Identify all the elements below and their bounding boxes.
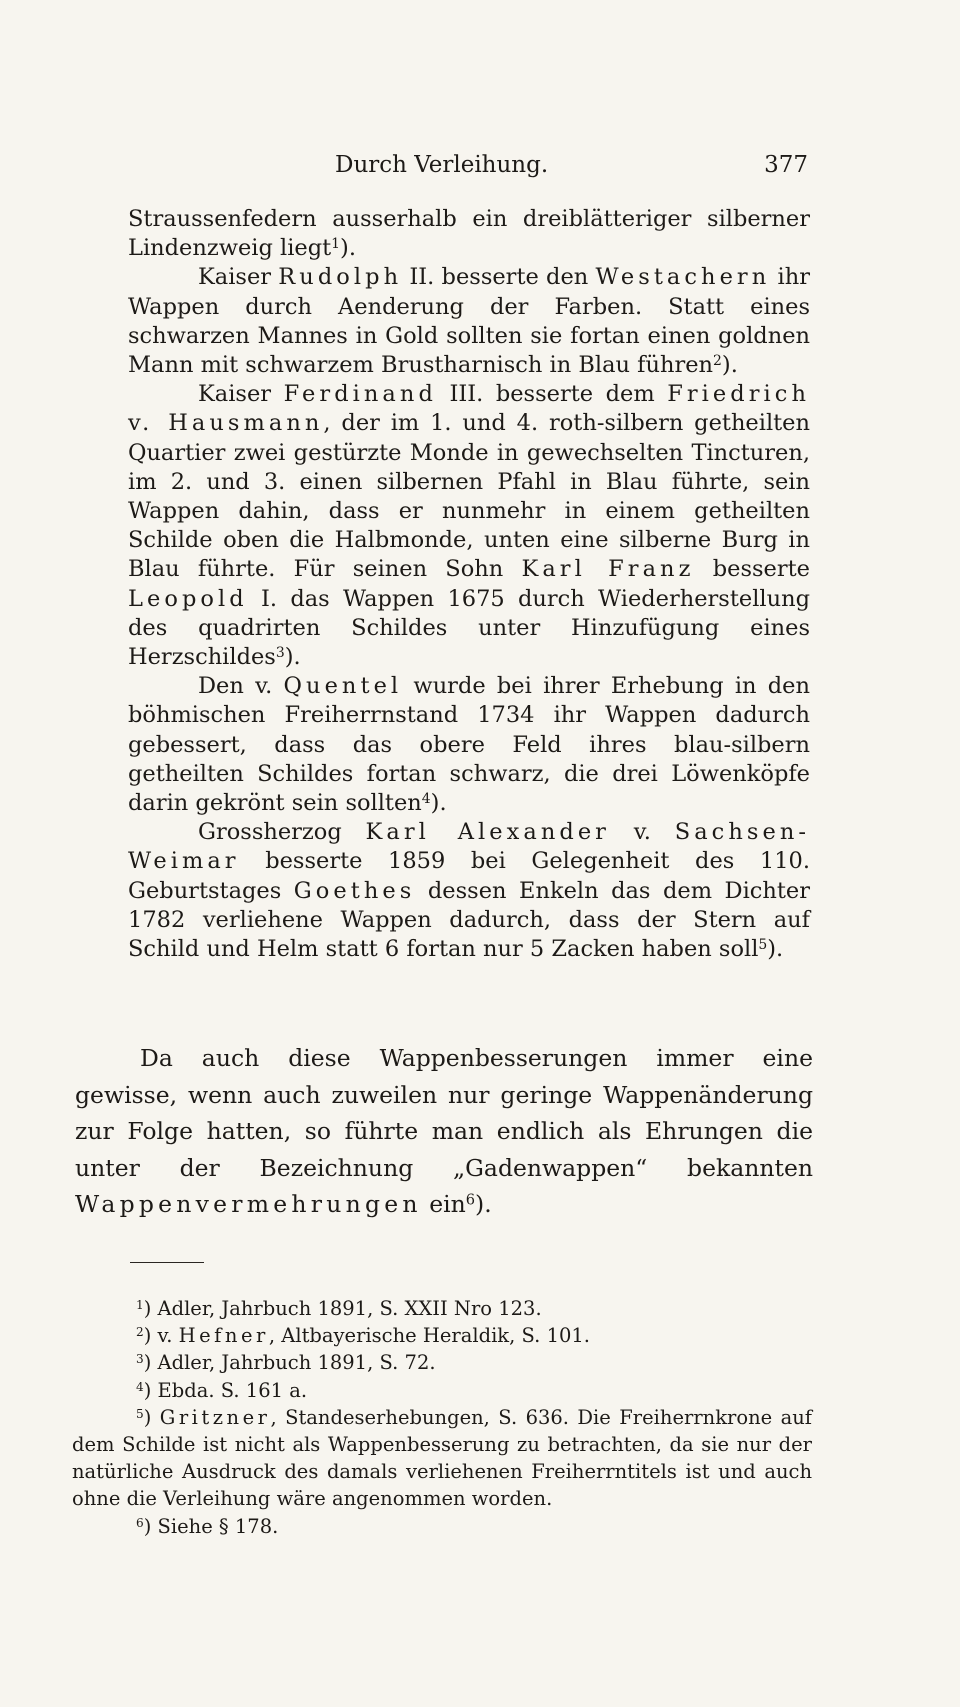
person-name: Karl Alexander [365, 819, 610, 846]
person-name: Sachsen-Weimar [128, 819, 811, 875]
footnote-2: $^2$) v. Hefner, Altbayerische Heraldik, S. 101. [136, 1324, 590, 1348]
footnote-3: $^3$) Adler, Jahrbuch 1891, S. 72. [136, 1351, 436, 1375]
paragraph-5: Grossherzog Karl Alexander v. Sachsen-Weimar besserte 1859 bei Gelegenheit des 110. Geburtstages Goethes dessen Enkeln das dem Dichter 1782 verliehene Wappen dadurch, dass der Stern auf Schild und Helm statt 6 fortan nur 5 Zacken haben soll$^5$). [128, 819, 811, 963]
page-number: 377 [764, 152, 808, 178]
paragraph-4: Den v. Quentel wurde bei ihrer Erhebung in den böhmischen Freiherrnstand 1734 ihr Wappen dadurch gebessert, dass das obere Feld ihres blau-silbern getheilten Schildes fortan schwarz, die drei Löwenköpfe darin gekrönt sein sollten$^4$). [128, 673, 810, 817]
author-name: Gritzner [159, 1405, 271, 1429]
person-name: Quentel [283, 673, 403, 700]
footnote-ref-3: 3 [275, 645, 285, 662]
body-text [128, 205, 810, 964]
footnote-ref-5: 5 [758, 937, 768, 954]
person-name: Rudolph [278, 264, 403, 291]
paragraph-6: Da auch diese Wappenbesserungen immer eine gewisse, wenn auch zuweilen nur geringe Wappenänderung zur Folge hatten, so führte man endlich als Ehrungen die unter der Bezeichnung „Gadenwappen“ bekannten Wappenvermehrungen ein$^6$). [75, 1044, 813, 1218]
footnote-4: $^4$) Ebda. S. 161 a. [136, 1378, 308, 1402]
paragraph-3: Kaiser Ferdinand III. besserte dem Friedrich v. Hausmann, der im 1. und 4. roth-silbern getheilten Quartier zwei gestürzte Monde in gewechselten Tincturen, im 2. und 3. einen silbernen Pfahl in Blau führte, sein Wappen dahin, dass er nunmehr in einem getheilten Schilde oben die Halbmonde, unten eine silberne Burg in Blau führte. Für seinen Sohn Karl Franz besserte Leopold I. das Wappen 1675 durch Wiederherstellung des quadrirten Schildes unter Hinzufügung eines Herzschildes$^3$). [128, 381, 810, 671]
running-head: Durch Verleihung. [335, 152, 549, 178]
main-paragraph [75, 1040, 813, 1223]
footnote-ref-6: 6 [465, 1191, 476, 1209]
footnote-1: $^1$) Adler, Jahrbuch 1891, S. XXII Nro 123. [136, 1297, 542, 1320]
page-header [128, 152, 808, 182]
person-name: Ferdinand [283, 381, 437, 408]
footnote-divider [130, 1262, 204, 1263]
footnote-ref-1: 1 [331, 236, 341, 253]
footnotes [72, 1295, 812, 1540]
person-name: Westachern [595, 264, 771, 291]
paragraph-2: Kaiser Rudolph II. besserte den Westachern ihr Wappen durch Aenderung der Farben. Statt eines schwarzen Mannes in Gold sollten sie fortan einen goldnen Mann mit schwarzem Brustharnisch in Blau führen$^2$). [128, 264, 810, 379]
footnote-6: $^6$) Siehe § 178. [136, 1514, 279, 1538]
paragraph-1: Straussenfedern ausserhalb ein dreiblätteriger silberner Lindenzweig liegt$^1$). [128, 206, 810, 262]
person-name: Friedrich v. Hausmann [128, 381, 810, 437]
footnote-ref-4: 4 [421, 791, 431, 808]
author-name: Hefner [178, 1324, 269, 1348]
footnote-5: $^5$) Gritzner, Standeserhebungen, S. 636. Die Freiherrnkrone auf dem Schilde ist nicht als Wappenbesserung zu betrachten, da sie nur der natürliche Ausdruck des damals verliehenen Freiherrntitels ist und auch ohne die Verleihung wäre angenommen worden. [72, 1405, 813, 1511]
person-name: Leopold [128, 585, 248, 612]
footnote-ref-2: 2 [713, 353, 722, 370]
emphasized-term: Wappenvermehrungen [75, 1190, 422, 1218]
person-name: Goethes [293, 877, 416, 904]
person-name: Karl Franz [521, 556, 695, 583]
